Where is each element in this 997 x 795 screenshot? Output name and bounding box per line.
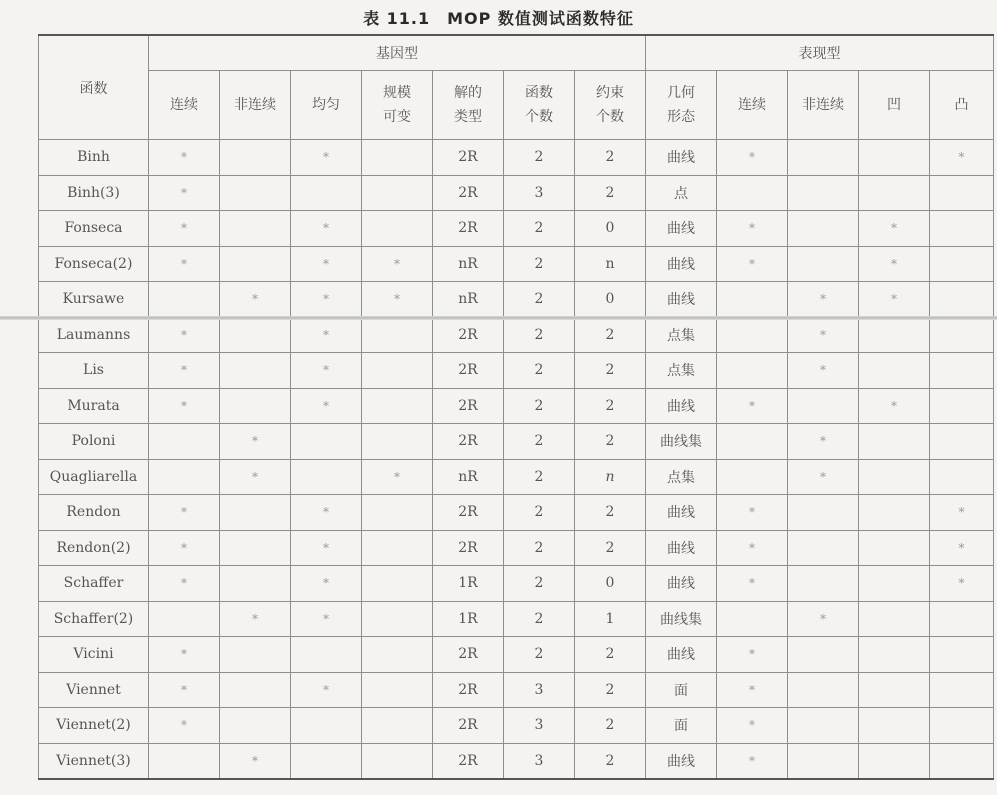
table-cell: 3 (504, 175, 575, 211)
function-name-cell: Poloni (39, 424, 149, 460)
table-cell: 2R (433, 530, 504, 566)
table-cell (788, 672, 859, 708)
table-cell (149, 282, 220, 318)
function-name-cell: Schaffer (39, 566, 149, 602)
table-cell (362, 211, 433, 247)
function-name-cell: Rendon (39, 495, 149, 531)
mark-cell: * (717, 566, 788, 602)
function-name-cell: Kursawe (39, 282, 149, 318)
table-cell: 2 (575, 495, 646, 531)
table-cell: 2 (504, 388, 575, 424)
mark-cell: * (788, 282, 859, 318)
table-cell (788, 211, 859, 247)
table-row (39, 566, 994, 602)
table-cell: 1 (575, 601, 646, 637)
table-cell (788, 566, 859, 602)
table-row (39, 530, 994, 566)
mark-cell: * (220, 282, 291, 318)
table-cell: 1R (433, 566, 504, 602)
table-cell: 2 (504, 566, 575, 602)
subheader-cell: 均匀 (291, 71, 362, 140)
table-cell: 2R (433, 672, 504, 708)
function-name-cell: Rendon(2) (39, 530, 149, 566)
mark-cell: * (291, 282, 362, 318)
table-cell: 2 (504, 424, 575, 460)
mark-cell: * (859, 246, 930, 282)
mark-cell: * (149, 211, 220, 247)
function-name-cell: Murata (39, 388, 149, 424)
table-cell: 曲线集 (646, 424, 717, 460)
mark-cell: * (149, 637, 220, 673)
table-cell (717, 459, 788, 495)
mark-cell: * (149, 566, 220, 602)
mop-function-table (38, 34, 994, 780)
table-cell (291, 424, 362, 460)
subheader-row (39, 71, 994, 140)
function-name-cell: Binh (39, 140, 149, 176)
table-cell (930, 388, 994, 424)
table-cell (362, 495, 433, 531)
table-cell: n (575, 246, 646, 282)
table-cell: 2 (575, 424, 646, 460)
subheader-cell: 非连续 (788, 71, 859, 140)
table-cell: 0 (575, 566, 646, 602)
mark-cell: * (220, 459, 291, 495)
table-cell: 2 (504, 530, 575, 566)
table-row (39, 175, 994, 211)
mark-cell: * (149, 140, 220, 176)
mark-cell: * (291, 353, 362, 389)
table-cell (859, 601, 930, 637)
table-cell (220, 353, 291, 389)
table-cell (930, 175, 994, 211)
table-cell (362, 140, 433, 176)
table-cell: 2R (433, 424, 504, 460)
subheader-cell: 函数 个数 (504, 71, 575, 140)
function-name-cell: Viennet(3) (39, 743, 149, 779)
table-cell (788, 637, 859, 673)
table-cell (859, 566, 930, 602)
table-cell (362, 353, 433, 389)
table-row (39, 708, 994, 744)
table-cell (930, 459, 994, 495)
mark-cell: * (362, 246, 433, 282)
table-cell (220, 140, 291, 176)
mark-cell: * (717, 495, 788, 531)
table-cell (717, 353, 788, 389)
table-cell: 面 (646, 708, 717, 744)
table-cell (362, 175, 433, 211)
table-cell (930, 282, 994, 318)
table-cell (930, 317, 994, 353)
table-cell: 3 (504, 708, 575, 744)
table-cell: 2 (504, 211, 575, 247)
mark-cell: * (291, 601, 362, 637)
table-cell (930, 424, 994, 460)
mark-cell: * (220, 424, 291, 460)
table-cell: 曲线 (646, 566, 717, 602)
table-cell: 2 (575, 317, 646, 353)
table-row (39, 637, 994, 673)
table-cell (291, 637, 362, 673)
table-cell (149, 459, 220, 495)
function-name-cell: Fonseca(2) (39, 246, 149, 282)
table-cell: 曲线集 (646, 601, 717, 637)
mark-cell: * (788, 424, 859, 460)
table-cell (930, 353, 994, 389)
table-cell (788, 495, 859, 531)
mark-cell: * (930, 140, 994, 176)
mark-cell: * (717, 211, 788, 247)
mark-cell: * (291, 566, 362, 602)
table-cell: 2 (504, 495, 575, 531)
table-row (39, 601, 994, 637)
table-cell (220, 317, 291, 353)
table-cell (788, 175, 859, 211)
table-row (39, 353, 994, 389)
table-cell (362, 672, 433, 708)
table-cell: 2 (504, 282, 575, 318)
table-cell: 3 (504, 672, 575, 708)
table-row (39, 317, 994, 353)
table-cell: 2 (504, 637, 575, 673)
function-name-cell: Fonseca (39, 211, 149, 247)
table-cell: 2 (504, 353, 575, 389)
function-name-cell: Viennet (39, 672, 149, 708)
table-cell: 0 (575, 211, 646, 247)
table-cell: 点 (646, 175, 717, 211)
table-cell (220, 246, 291, 282)
mark-cell: * (717, 530, 788, 566)
table-cell (930, 672, 994, 708)
subheader-cell: 凹 (859, 71, 930, 140)
table-cell: nR (433, 246, 504, 282)
table-cell: 2R (433, 211, 504, 247)
subheader-cell: 几何 形态 (646, 71, 717, 140)
table-cell: 2R (433, 708, 504, 744)
function-name-cell: Binh(3) (39, 175, 149, 211)
mark-cell: * (291, 140, 362, 176)
table-cell: 2R (433, 637, 504, 673)
table-cell: 2 (575, 388, 646, 424)
mark-cell: * (149, 672, 220, 708)
table-cell (859, 459, 930, 495)
table-cell (930, 743, 994, 779)
table-cell (220, 175, 291, 211)
mark-cell: * (291, 246, 362, 282)
table-cell (930, 246, 994, 282)
table-cell (149, 424, 220, 460)
mark-cell: * (717, 708, 788, 744)
table-cell: 2 (504, 246, 575, 282)
table-cell: 曲线 (646, 388, 717, 424)
genotype-header: 基因型 (149, 35, 646, 71)
function-name-cell: Schaffer(2) (39, 601, 149, 637)
table-cell (291, 459, 362, 495)
table-cell: 2 (575, 353, 646, 389)
table-cell (362, 317, 433, 353)
table-cell: 0 (575, 282, 646, 318)
function-name-cell: Laumanns (39, 317, 149, 353)
table-cell (362, 530, 433, 566)
mark-cell: * (859, 282, 930, 318)
mark-cell: * (149, 353, 220, 389)
mark-cell: * (149, 175, 220, 211)
mark-cell: * (291, 317, 362, 353)
table-cell: 2R (433, 743, 504, 779)
mark-cell: * (149, 708, 220, 744)
table-cell (930, 708, 994, 744)
mark-cell: * (149, 388, 220, 424)
mark-cell: * (291, 495, 362, 531)
table-cell (859, 140, 930, 176)
mark-cell: * (788, 353, 859, 389)
table-cell (220, 637, 291, 673)
table-cell (362, 708, 433, 744)
table-cell (717, 424, 788, 460)
mark-cell: * (362, 282, 433, 318)
table-cell: 曲线 (646, 246, 717, 282)
table-cell (362, 388, 433, 424)
table-cell: 曲线 (646, 495, 717, 531)
table-cell (859, 495, 930, 531)
table-cell (859, 424, 930, 460)
mark-cell: * (788, 459, 859, 495)
mark-cell: * (149, 317, 220, 353)
table-cell (717, 282, 788, 318)
table-cell (788, 246, 859, 282)
table-cell: 曲线 (646, 637, 717, 673)
table-cell (149, 601, 220, 637)
table-cell (220, 708, 291, 744)
table-row (39, 246, 994, 282)
mark-cell: * (930, 495, 994, 531)
table-cell: 2R (433, 140, 504, 176)
table-cell (930, 601, 994, 637)
table-cell (291, 175, 362, 211)
table-cell (859, 353, 930, 389)
table-row (39, 211, 994, 247)
table-cell (362, 566, 433, 602)
table-row (39, 743, 994, 779)
mark-cell: * (291, 530, 362, 566)
mark-cell: * (149, 495, 220, 531)
mark-cell: * (362, 459, 433, 495)
mark-cell: * (717, 637, 788, 673)
table-cell (930, 211, 994, 247)
table-cell (859, 175, 930, 211)
table-cell (717, 317, 788, 353)
mark-cell: * (291, 211, 362, 247)
table-row (39, 459, 994, 495)
function-name-cell: Lis (39, 353, 149, 389)
mark-cell: * (149, 530, 220, 566)
table-cell (788, 530, 859, 566)
subheader-cell: 连续 (717, 71, 788, 140)
table-cell (717, 601, 788, 637)
table-cell (362, 743, 433, 779)
mark-cell: * (788, 317, 859, 353)
table-row (39, 672, 994, 708)
mark-cell: * (859, 388, 930, 424)
mark-cell: * (717, 388, 788, 424)
table-cell: 2R (433, 317, 504, 353)
table-cell (149, 743, 220, 779)
table-cell: nR (433, 459, 504, 495)
table-cell (859, 317, 930, 353)
mark-cell: * (291, 388, 362, 424)
mark-cell: * (859, 211, 930, 247)
table-row (39, 388, 994, 424)
table-cell: 2 (575, 708, 646, 744)
table-cell: 2 (575, 530, 646, 566)
table-cell (930, 637, 994, 673)
mark-cell: * (220, 601, 291, 637)
table-cell: 2 (575, 140, 646, 176)
table-cell: 2 (504, 317, 575, 353)
table-cell: 2 (504, 459, 575, 495)
mark-cell: * (930, 530, 994, 566)
table-cell: 面 (646, 672, 717, 708)
table-cell (220, 388, 291, 424)
table-caption: 表 11.1 MOP 数值测试函数特征 (363, 9, 634, 28)
subheader-cell: 约束 个数 (575, 71, 646, 140)
phenotype-header: 表现型 (646, 35, 994, 71)
table-cell: 曲线 (646, 282, 717, 318)
table-cell: 2R (433, 353, 504, 389)
table-cell (717, 175, 788, 211)
subheader-cell: 非连续 (220, 71, 291, 140)
function-column-header: 函数 (39, 35, 149, 140)
table-cell: 2 (575, 743, 646, 779)
function-name-cell: Vicini (39, 637, 149, 673)
table-cell (859, 708, 930, 744)
table-cell (220, 566, 291, 602)
table-cell: 点集 (646, 317, 717, 353)
mark-cell: * (930, 566, 994, 602)
table-cell: 曲线 (646, 530, 717, 566)
subheader-cell: 规模 可变 (362, 71, 433, 140)
subheader-cell: 解的 类型 (433, 71, 504, 140)
function-name-cell: Quagliarella (39, 459, 149, 495)
function-name-cell: Viennet(2) (39, 708, 149, 744)
table-cell (788, 388, 859, 424)
table-cell: 点集 (646, 459, 717, 495)
mark-cell: * (717, 743, 788, 779)
table-row (39, 424, 994, 460)
mark-cell: * (291, 672, 362, 708)
table-row (39, 495, 994, 531)
table-cell (859, 672, 930, 708)
subheader-cell: 凸 (930, 71, 994, 140)
table-cell: 2 (575, 672, 646, 708)
table-cell: 2R (433, 388, 504, 424)
mark-cell: * (717, 246, 788, 282)
table-cell (859, 530, 930, 566)
mark-cell: * (220, 743, 291, 779)
table-cell (362, 424, 433, 460)
table-cell: 曲线 (646, 211, 717, 247)
table-cell (362, 637, 433, 673)
mark-cell: * (717, 672, 788, 708)
table-cell (788, 743, 859, 779)
table-cell: 点集 (646, 353, 717, 389)
table-cell: n (575, 459, 646, 495)
table-cell (220, 672, 291, 708)
table-cell: 2 (575, 637, 646, 673)
table-cell (220, 211, 291, 247)
table-cell: 2 (504, 140, 575, 176)
table-cell: nR (433, 282, 504, 318)
mark-cell: * (149, 246, 220, 282)
table-cell (859, 743, 930, 779)
table-cell: 1R (433, 601, 504, 637)
table-cell (220, 495, 291, 531)
mark-cell: * (788, 601, 859, 637)
table-cell: 2 (504, 601, 575, 637)
table-cell (788, 140, 859, 176)
table-cell: 3 (504, 743, 575, 779)
table-cell (788, 708, 859, 744)
table-row (39, 282, 994, 318)
table-cell: 2 (575, 175, 646, 211)
table-cell: 2R (433, 175, 504, 211)
table-cell (859, 637, 930, 673)
table-cell: 曲线 (646, 743, 717, 779)
table-row (39, 140, 994, 176)
table-cell (220, 530, 291, 566)
table-cell (291, 708, 362, 744)
table-cell: 2R (433, 495, 504, 531)
table-cell (291, 743, 362, 779)
table-cell: 曲线 (646, 140, 717, 176)
table-cell (362, 601, 433, 637)
table-body (39, 140, 994, 780)
mark-cell: * (717, 140, 788, 176)
subheader-cell: 连续 (149, 71, 220, 140)
